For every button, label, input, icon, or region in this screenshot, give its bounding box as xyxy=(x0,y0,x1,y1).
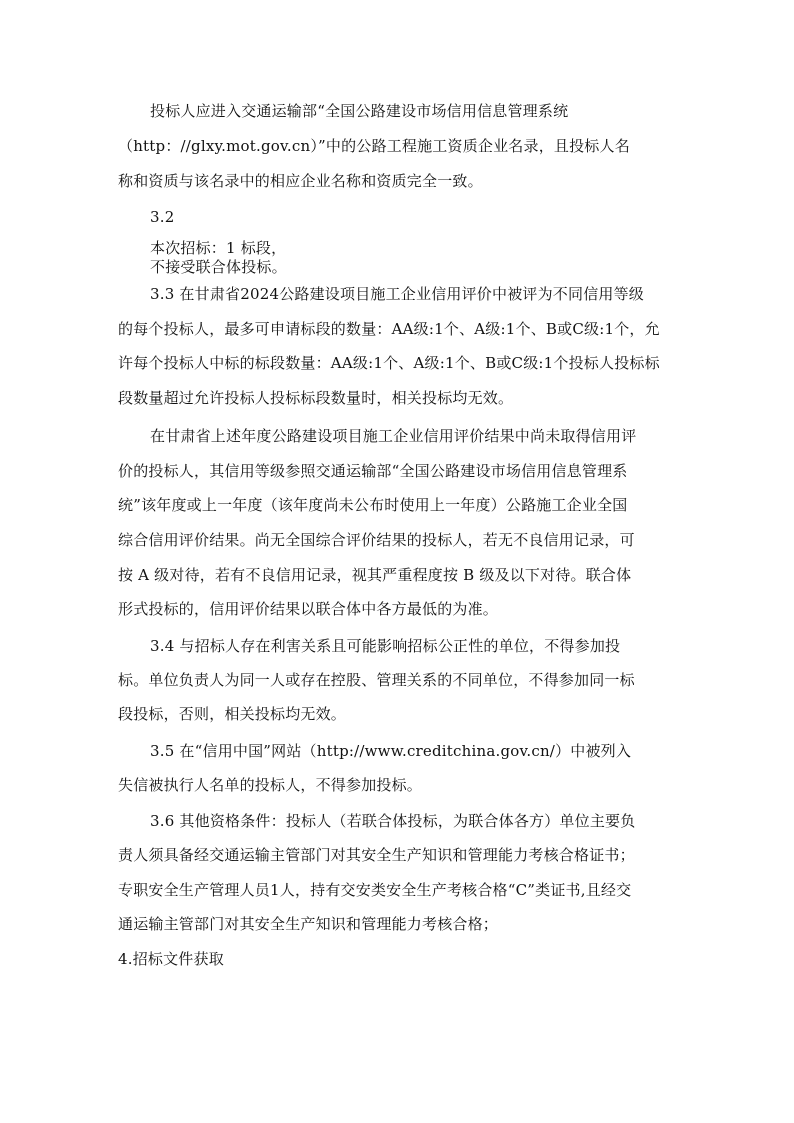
credit-para-line-6: 形式投标的，信用评价结果以联合体中各方最低的为准。 xyxy=(118,600,499,618)
credit-para-line-3: 统”该年度或上一年度（该年度尚未公布时使用上一年度）公路施工企业全国 xyxy=(118,496,628,514)
section-3-3-line-1: 3.3 在甘肃省2024公路建设项目施工企业信用评价中被评为不同信用等级 xyxy=(150,285,644,303)
section-3-6-line-1: 3.6 其他资格条件：投标人（若联合体投标，为联合体各方）单位主要负 xyxy=(150,812,636,830)
section-3-3-line-2: 的每个投标人，最多可申请标段的数量：AA级:1个、A级:1个、B或C级:1个，允 xyxy=(118,320,660,338)
section-3-6-line-4: 通运输主管部门对其安全生产知识和管理能力考核合格； xyxy=(118,915,499,933)
para-1-line-3: 称和资质与该名录中的相应企业名称和资质完全一致。 xyxy=(118,172,483,190)
section-3-5-line-2: 失信被执行人名单的投标人，不得参加投标。 xyxy=(118,776,423,794)
section-3-5-line-1: 3.5 在“信用中国”网站（http://www.creditchina.gov.cn/）中被列入 xyxy=(150,742,632,760)
section-3-6-line-3: 专职安全生产管理人员1人，持有交安类安全生产考核合格“C”类证书,且经交 xyxy=(118,881,632,899)
section-4-heading: 4.招标文件获取 xyxy=(118,950,224,968)
section-3-4-line-1: 3.4 与招标人存在利害关系且可能影响招标公正性的单位，不得参加投 xyxy=(150,637,621,655)
section-3-4-line-2: 标。单位负责人为同一人或存在控股、管理关系的不同单位，不得参加同一标 xyxy=(118,671,635,689)
section-3-6-line-2: 责人须具备经交通运输主管部门对其安全生产知识和管理能力考核合格证书； xyxy=(118,846,635,864)
credit-para-line-4: 综合信用评价结果。尚无全国综合评价结果的投标人，若无不良信用记录，可 xyxy=(118,531,635,549)
section-3-2-line-1: 本次招标：1 标段， xyxy=(150,239,287,257)
section-3-4-line-3: 段投标，否则，相关投标均无效。 xyxy=(118,705,347,723)
section-3-2-number: 3.2 xyxy=(150,208,175,226)
section-3-3-line-3: 许每个投标人中标的标段数量：AA级:1个、A级:1个、B或C级:1个投标人投标标 xyxy=(118,354,660,372)
credit-para-line-2: 价的投标人，其信用等级参照交通运输部“全国公路建设市场信用信息管理系 xyxy=(118,462,628,480)
section-3-2-line-2: 不接受联合体投标。 xyxy=(150,258,287,276)
credit-para-line-1: 在甘肃省上述年度公路建设项目施工企业信用评价结果中尚未取得信用评 xyxy=(150,427,637,445)
para-1-line-2: （http：//glxy.mot.gov.cn）”中的公路工程施工资质企业名录，且投标人名 xyxy=(118,137,630,155)
section-3-3-line-4: 段数量超过允许投标人投标标段数量时，相关投标均无效。 xyxy=(118,389,514,407)
para-1-line-1: 投标人应进入交通运输部“全国公路建设市场信用信息管理系统 xyxy=(150,102,569,120)
credit-para-line-5: 按 A 级对待，若有不良信用记录，视其严重程度按 B 级及以下对待。联合体 xyxy=(118,566,632,584)
